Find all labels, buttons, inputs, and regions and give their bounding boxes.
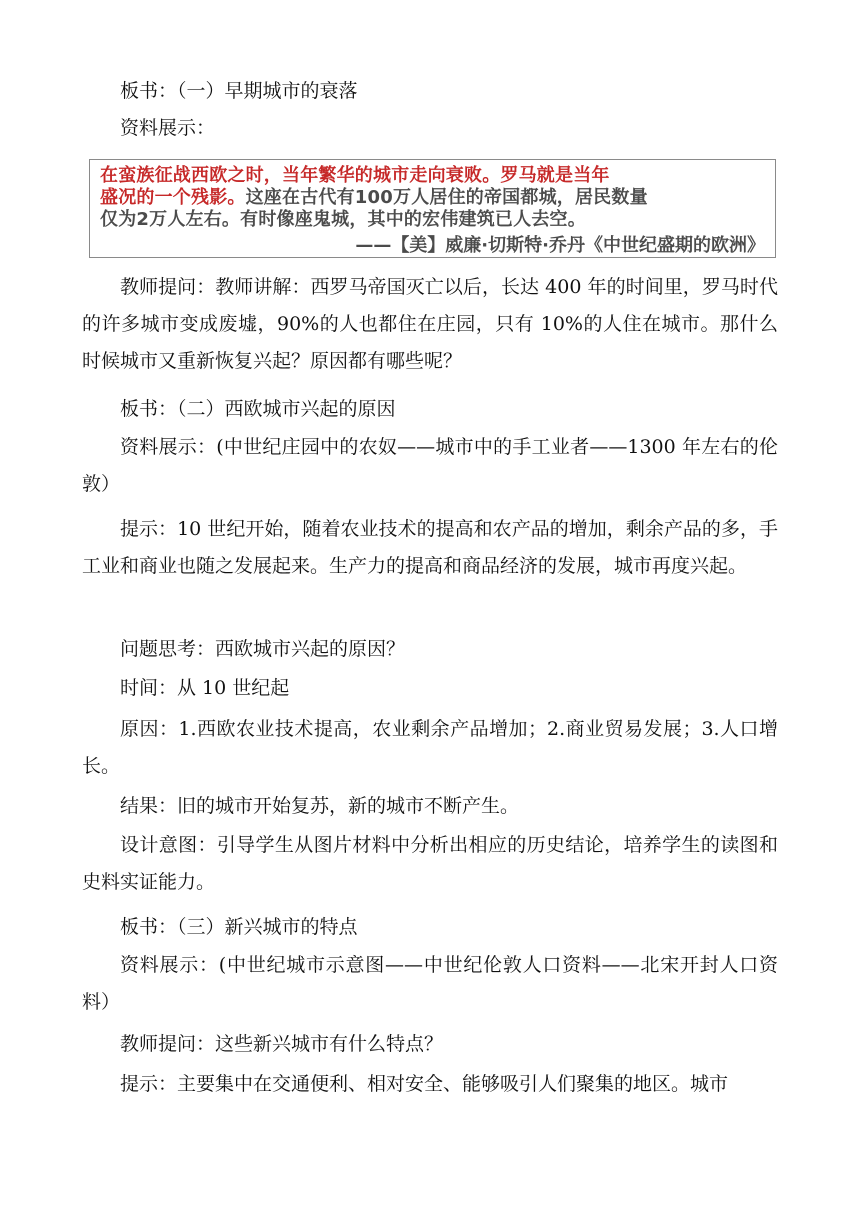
question-think: 问题思考：西欧城市兴起的原因？ (120, 638, 406, 660)
material-display-2: 资料展示：(中世纪庄园中的农奴——城市中的手工业者——1300 年左右的伦敦） (82, 436, 778, 495)
heading-early-city-decline: 板书：（一）早期城市的衰落 (120, 80, 358, 102)
quote-line-2-red: 盛况的一个残影。 (100, 187, 246, 208)
quote-line-2 (100, 187, 765, 209)
time: 时间：从 10 世纪起 (120, 677, 290, 699)
quote-line-3: 仅为2万人左右。有时像座鬼城，其中的宏伟建筑已人去空。 (100, 209, 586, 230)
heading-city-rise-causes: 板书：（二）西欧城市兴起的原因 (120, 398, 396, 420)
hint-2: 提示：主要集中在交通便利、相对安全、能够吸引人们聚集的地区。城市 (120, 1073, 729, 1095)
hint-1: 提示：10 世纪开始，随着农业技术的提高和农产品的增加，剩余产品的多，手工业和商业也随之发展起来。生产力的提高和商品经济的发展，城市再度兴起。 (82, 518, 778, 577)
heading-new-city-features: 板书：（三）新兴城市的特点 (120, 916, 358, 938)
material-display-3: 资料展示：(中世纪城市示意图——中世纪伦敦人口资料——北宋开封人口资料） (82, 954, 778, 1013)
quote-source: ——【美】威廉·切斯特·乔丹《中世纪盛期的欧洲》 (355, 235, 765, 256)
material-display-label: 资料展示： (120, 117, 216, 139)
teacher-question-2: 教师提问：这些新兴城市有什么特点？ (120, 1033, 444, 1055)
quote-line-1: 在蛮族征战西欧之时，当年繁华的城市走向衰败。罗马就是当年 (100, 165, 610, 186)
quote-text (100, 165, 765, 231)
design-intent: 设计意图：引导学生从图片材料中分析出相应的历史结论，培养学生的读图和史料实证能力。 (82, 834, 778, 893)
reason: 原因：1.西欧农业技术提高，农业剩余产品增加；2.商业贸易发展；3.人口增长。 (82, 718, 778, 777)
teacher-question-1: 教师提问：教师讲解：西罗马帝国灭亡以后，长达 400 年的时间里，罗马时代的许多城市变成废墟，90%的人也都住在庄园，只有 10%的人住在城市。那什么时候城市又重新恢复兴起？原因都有哪些呢？ (82, 276, 778, 372)
result: 结果：旧的城市开始复苏，新的城市不断产生。 (120, 795, 520, 817)
quote-line-2-rest: 这座在古代有100万人居住的帝国都城，居民数量 (245, 187, 648, 208)
quote-box (89, 159, 776, 258)
